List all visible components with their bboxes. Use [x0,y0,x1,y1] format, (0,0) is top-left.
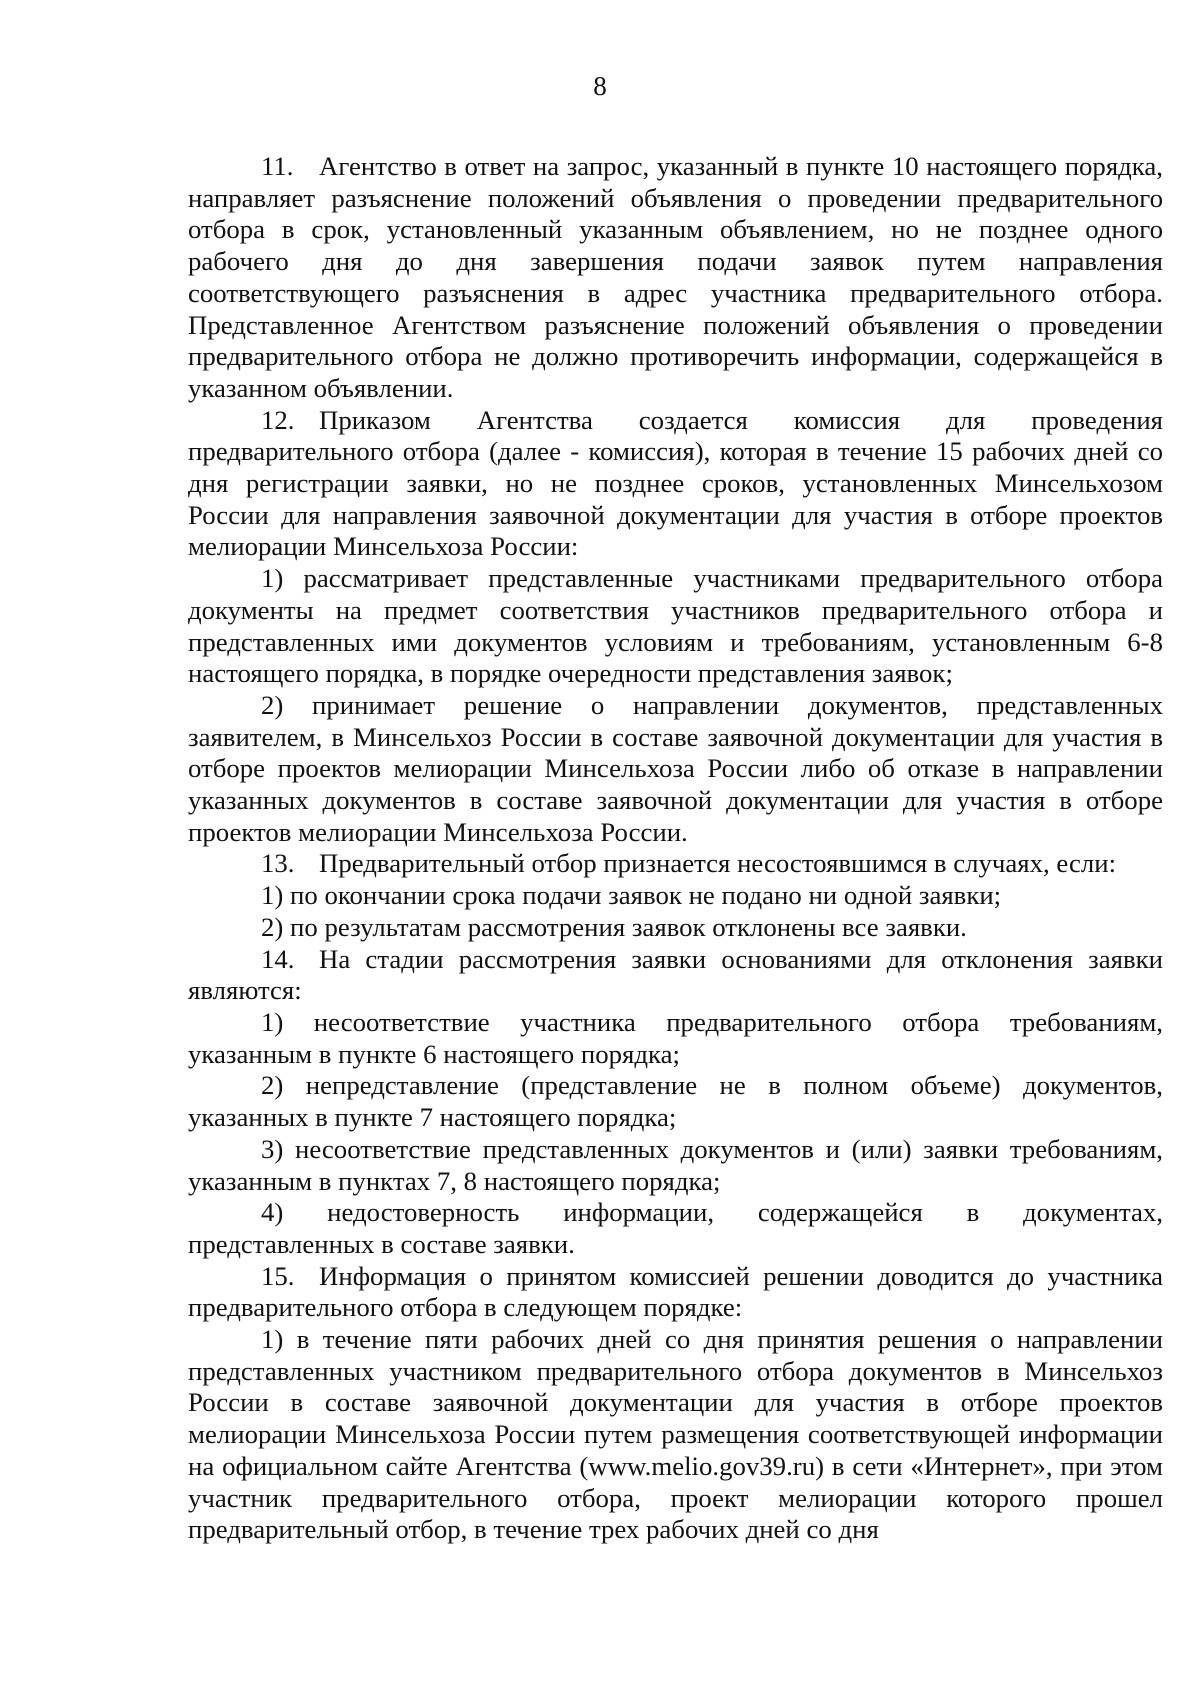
subitem-14-3 [188,1134,1163,1197]
paragraph-text: 1) рассматривает представленные участниками предварительного отбора документы на предмет соответствия участников предварительного отбора и представленных ими документов условиям и требованиям, установленным 6-8 настоящего порядка, в порядке очередности представления заявок; [188,563,1163,689]
paragraph-text: Предварительный отбор признается несостоявшимся в случаях, если: [319,848,1117,879]
paragraph-text: На стадии рассмотрения заявки основаниями для отклонения заявки являются: [188,943,1163,1006]
paragraph-number: 12. [261,404,295,435]
paragraph-12 [188,405,1163,564]
page-number: 8 [593,71,607,101]
paragraph-text: 2) принимает решение о направлении документов, представленных заявителем, в Минсельхоз России в составе заявочной документации для участия в отборе проектов мелиорации Минсельхоза России либо об отказе в направлении указанных документов в составе заявочной документации для участия в отборе проектов мелиорации Минсельхоза России. [188,689,1163,847]
paragraph-number: 14. [261,943,295,974]
paragraph-text: 2) по результатам рассмотрения заявок отклонены все заявки. [261,911,967,942]
paragraph-15 [188,1261,1163,1324]
subitem-14-2 [188,1070,1163,1133]
subitem-12-2 [188,690,1163,849]
paragraph-13 [188,848,1163,880]
subitem-13-2 [188,912,1163,944]
paragraph-number: 11. [261,151,294,181]
subitem-13-1 [188,880,1163,912]
paragraph-14 [188,944,1163,1007]
paragraph-text: 3) несоответствие представленных документов и (или) заявки требованиям, указанным в пунктах 7, 8 настоящего порядка; [188,1133,1163,1196]
paragraph-text: Информация о принятом комиссией решении доводится до участника предварительного отбора в следующем порядке: [188,1260,1163,1323]
subitem-14-4 [188,1197,1163,1260]
paragraph-text: 1) в течение пяти рабочих дней со дня принятия решения о направлении представленных участником предварительного отбора документов в Минсельхоз России в составе заявочной документации для участия в отборе проектов мелиорации Минсельхоза России путем размещения соответствующей информации на официальном сайте Агентства (www.melio.gov39.ru) в сети «Интернет», при этом участник предварительного отбора, проект мелиорации которого прошел предварительный отбор, в течение трех рабочих дней со дня [188,1324,1163,1545]
paragraph-text: Приказом Агентства создается комиссия для проведения предварительного отбора (далее - комиссия), которая в течение 15 рабочих дней со дня регистрации заявки, но не позднее сроков, установленных Минсельхозом России для направления заявочной документации для участия в отборе проектов мелиорации Минсельхоза России: [188,404,1163,562]
paragraph-11 [188,151,1163,405]
paragraph-text: 2) непредставление (представление не в полном объеме) документов, указанных в пункте 7 настоящего порядка; [188,1070,1163,1133]
document-body [188,151,1163,1546]
paragraph-text: Агентство в ответ на запрос, указанный в пункте 10 настоящего порядка, направляет разъяснение положений объявления о проведении предварительного отбора в срок, установленный указанным объявлением, но не позднее одного рабочего дня до дня завершения подачи заявок путем направления соответствующего разъяснения в адрес участника предварительного отбора. Представленное Агентством разъяснение положений объявления о проведении предварительного отбора не должно противоречить информации, содержащейся в указанном объявлении. [188,151,1163,403]
paragraph-text: 1) несоответствие участника предварительного отбора требованиям, указанным в пункте 6 настоящего порядка; [188,1006,1163,1069]
paragraph-text: 4) недостоверность информации, содержащейся в документах, представленных в составе заявки. [188,1197,1163,1259]
paragraph-number: 13. [261,848,295,879]
paragraph-number: 15. [261,1260,295,1291]
paragraph-text: 1) по окончании срока подачи заявок не подано ни одной заявки; [261,880,1002,911]
subitem-14-1 [188,1007,1163,1070]
subitem-12-1 [188,563,1163,690]
subitem-15-1 [188,1324,1163,1546]
